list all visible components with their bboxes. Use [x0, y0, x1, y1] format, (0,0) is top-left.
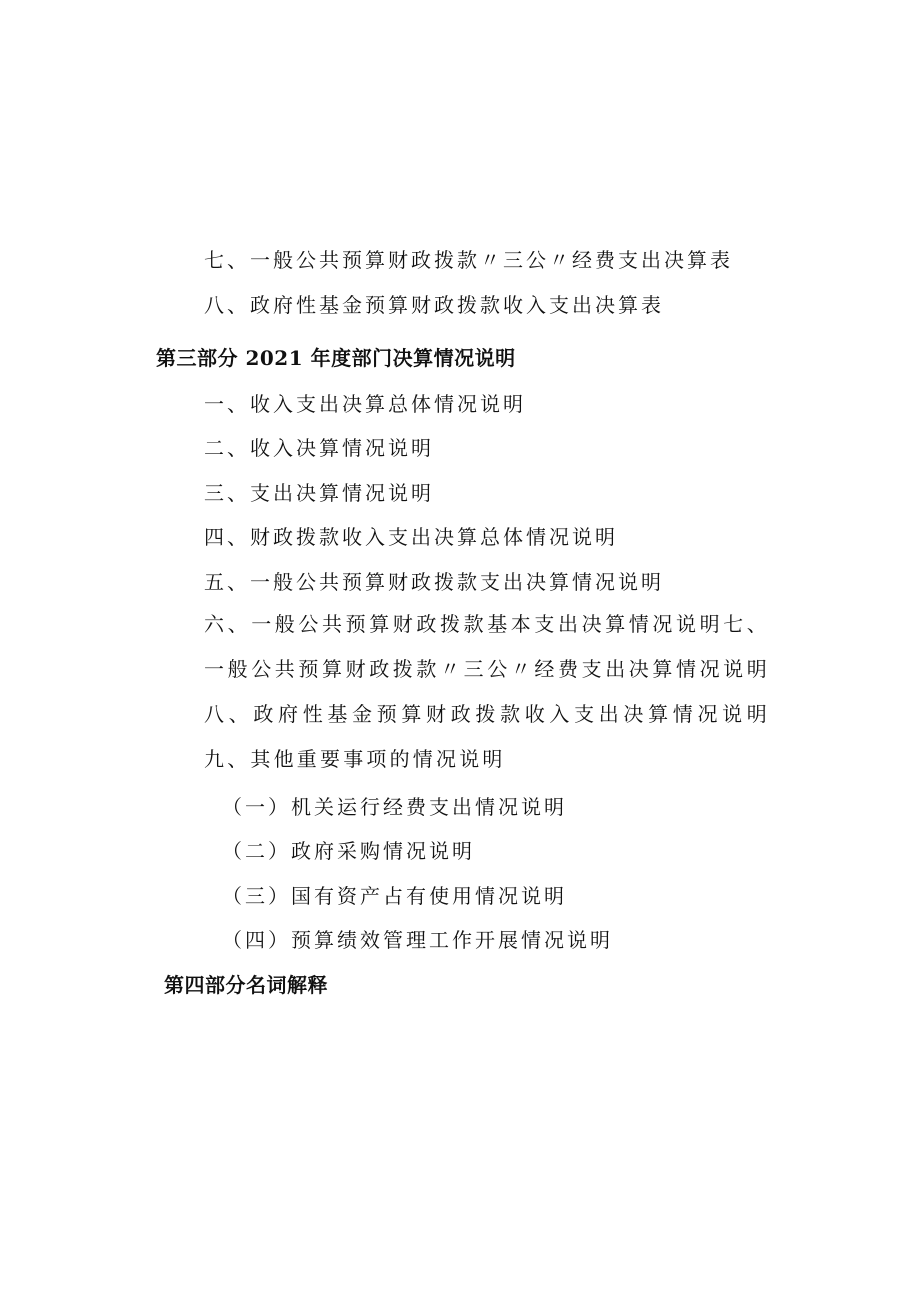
toc-item-7: 七、一般公共预算财政拨款〃三公〃经费支出决算表 [204, 248, 733, 272]
part3-long-paragraph: 六、一般公共预算财政拨款基本支出决算情况说明七、一般公共预算财政拨款〃三公〃经费支出决算情况说明八、政府性基金预算财政拨款收入支出决算情况说明九、其他重要事项的情况说明 [204, 612, 770, 771]
part3-item-2: 二、收入决算情况说明 [204, 436, 434, 460]
part3-sub-item-3: （三）国有资产占有使用情况说明 [222, 884, 567, 908]
part3-item-1: 一、收入支出决算总体情况说明 [204, 392, 526, 416]
toc-item-8: 八、政府性基金预算财政拨款收入支出决算表 [204, 293, 664, 317]
part3-sub-item-1: （一）机关运行经费支出情况说明 [222, 795, 567, 819]
part3-item-3: 三、支出决算情况说明 [204, 481, 434, 505]
part3-heading: 第三部分 2021 年度部门决算情况说明 [156, 346, 516, 370]
part3-item-5: 五、一般公共预算财政拨款支出决算情况说明 [204, 570, 664, 594]
part3-sub-item-4: （四）预算绩效管理工作开展情况说明 [222, 928, 613, 952]
part3-sub-item-2: （二）政府采购情况说明 [222, 839, 475, 863]
part3-item-4: 四、财政拨款收入支出决算总体情况说明 [204, 525, 618, 549]
part4-heading: 第四部分名词解释 [164, 973, 328, 997]
